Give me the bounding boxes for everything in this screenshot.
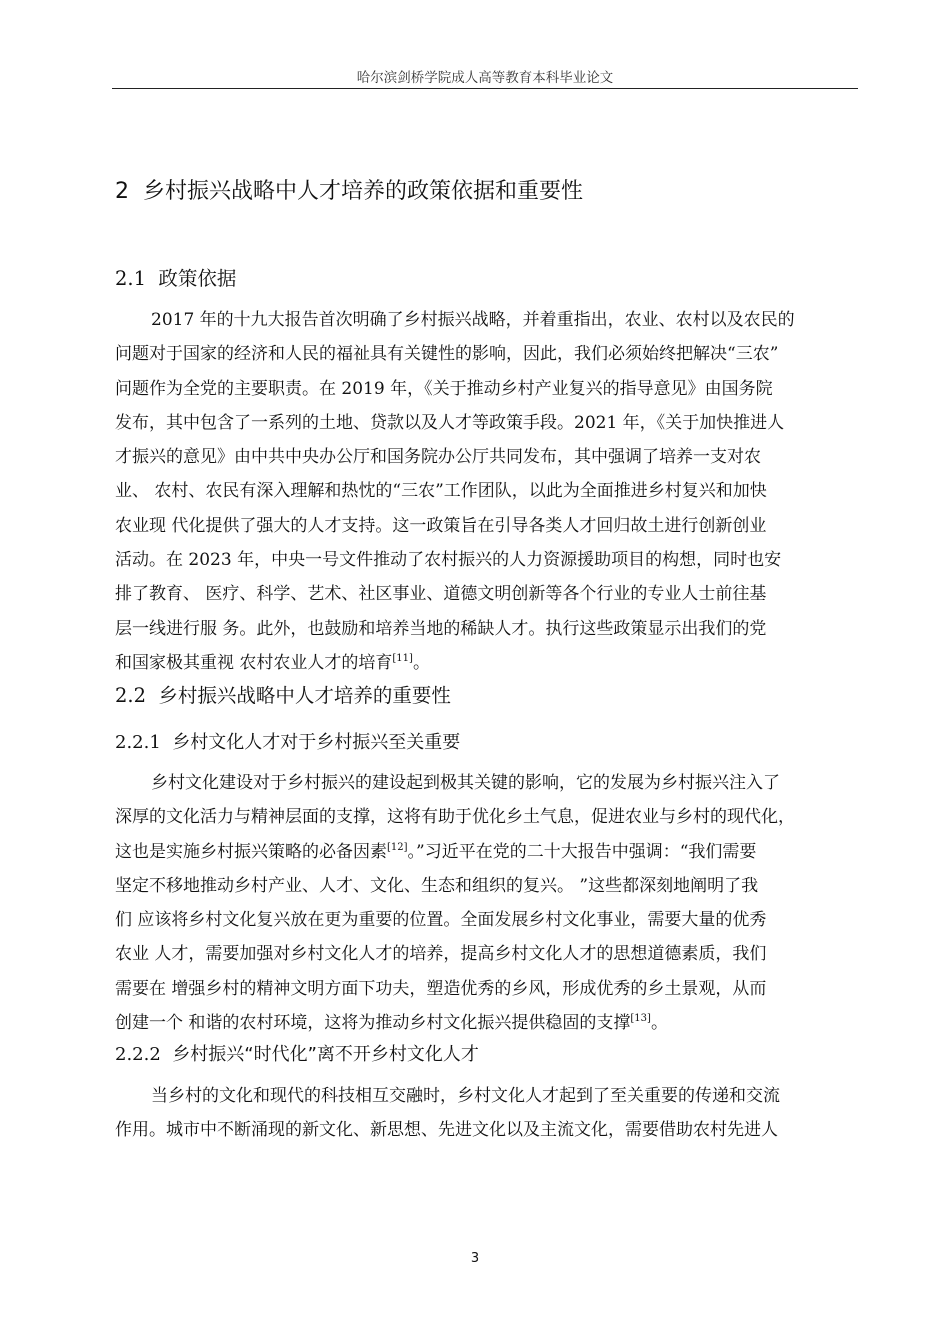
paragraph-line: 坚定不移地推动乡村产业、人才、文化、生态和组织的复兴。 ”这些都深刻地阐明了我 xyxy=(115,875,759,896)
paragraph-line: 排了教育、 医疗、科学、艺术、社区事业、道德文明创新等各个行业的专业人士前往基 xyxy=(115,584,767,605)
section-title: 政策依据 xyxy=(158,267,237,290)
paragraph-line xyxy=(115,646,865,680)
section-2-2-2-heading xyxy=(115,1040,479,1066)
subsection-number: 2.2.1 xyxy=(115,732,161,753)
page-number: 3 xyxy=(470,1251,480,1266)
citation: [11] xyxy=(392,652,413,664)
running-header: 哈尔滨剑桥学院成人高等教育本科毕业论文 xyxy=(356,70,614,86)
paragraph-line: 们 应该将乡村文化复兴放在更为重要的位置。全面发展乡村文化事业，需要大量的优秀 xyxy=(115,910,767,931)
paragraph-line: 才振兴的意见》由中共中央办公厅和国务院办公厅共同发布，其中强调了培养一支对农 xyxy=(115,447,761,468)
paragraph-line: 问题对于国家的经济和人民的福祉具有关键性的影响，因此，我们必须始终把解决“三农” xyxy=(115,344,779,365)
paragraph-line: 农业 人才，需要加强对乡村文化人才的培养，提高乡村文化人才的思想道德素质，我们 xyxy=(115,944,767,965)
chapter-title: 乡村振兴战略中人才培养的政策依据和重要性 xyxy=(143,179,584,204)
paragraph-line: 深厚的文化活力与精神层面的支撑，这将有助于优化乡土气息，促进农业与乡村的现代化， xyxy=(115,807,795,828)
section-number: 2.1 xyxy=(115,267,147,290)
paragraph-line: 当乡村的文化和现代的科技相互交融时，乡村文化人才起到了至关重要的传递和交流 xyxy=(151,1086,780,1106)
line-text: 这也是实施乡村振兴策略的必备因素 xyxy=(115,841,387,862)
paragraph-line: 2017 年的十九大报告首次明确了乡村振兴战略，并着重指出，农业、农村以及农民的 xyxy=(151,310,795,330)
section-title: 乡村振兴战略中人才培养的重要性 xyxy=(158,684,451,707)
paragraph-line: 需要在 增强乡村的精神文明方面下功夫，塑造优秀的乡风，形成优秀的乡土景观，从而 xyxy=(115,978,767,999)
section-2-1-heading xyxy=(115,263,236,291)
paragraph-line: 乡村文化建设对于乡村振兴的建设起到极其关键的影响，它的发展为乡村振兴注入了 xyxy=(151,773,780,793)
section-2-2-2-paragraph xyxy=(115,1079,865,1148)
line-text: 。”习近平在党的二十大报告中强调：“我们需要 xyxy=(407,841,757,862)
section-2-2-1-heading xyxy=(115,728,460,754)
section-2-2-1-paragraph xyxy=(115,766,865,1040)
section-number: 2.2 xyxy=(115,684,147,707)
section-2-2-heading xyxy=(115,680,451,708)
paragraph-line: 农业现 代化提供了强大的人才支持。这一政策旨在引导各类人才回归故土进行创新创业 xyxy=(115,515,767,536)
subsection-title: 乡村文化人才对于乡村振兴至关重要 xyxy=(172,732,461,753)
paragraph-line: 发布，其中包含了一系列的土地、贷款以及人才等政策手段。2021 年，《关于加快推进人 xyxy=(115,412,785,433)
subsection-title: 乡村振兴“时代化”离不开乡村文化人才 xyxy=(172,1044,479,1065)
header-divider xyxy=(112,88,858,89)
citation: [12] xyxy=(387,841,408,853)
citation: [13] xyxy=(630,1013,651,1025)
subsection-number: 2.2.2 xyxy=(115,1044,161,1065)
line-text: 和国家极其重视 农村农业人才的培育 xyxy=(115,652,393,673)
line-end: 。 xyxy=(412,652,430,673)
chapter-number: 2 xyxy=(115,179,129,204)
line-end: 。 xyxy=(650,1013,668,1034)
paragraph-line xyxy=(115,1006,865,1040)
chapter-heading xyxy=(115,174,583,205)
paragraph-line: 活动。在 2023 年，中央一号文件推动了农村振兴的人力资源援助项目的构想，同时也安 xyxy=(115,550,782,571)
line-text: 创建一个 和谐的农村环境，这将为推动乡村文化振兴提供稳固的支撑 xyxy=(115,1013,631,1034)
paragraph-line: 业、 农村、农民有深入理解和热忱的“三农”工作团队，以此为全面推进乡村复兴和加快 xyxy=(115,481,767,502)
paragraph-line: 问题作为全党的主要职责。在 2019 年，《关于推动乡村产业复兴的指导意见》由国务院 xyxy=(115,378,773,399)
paragraph-line: 作用。城市中不断涌现的新文化、新思想、先进文化以及主流文化，需要借助农村先进人 xyxy=(115,1120,778,1141)
section-2-1-paragraph xyxy=(115,303,865,680)
paragraph-line xyxy=(115,835,865,869)
paragraph-line: 层一线进行服 务。此外，也鼓励和培养当地的稀缺人才。执行这些政策显示出我们的党 xyxy=(115,618,767,639)
